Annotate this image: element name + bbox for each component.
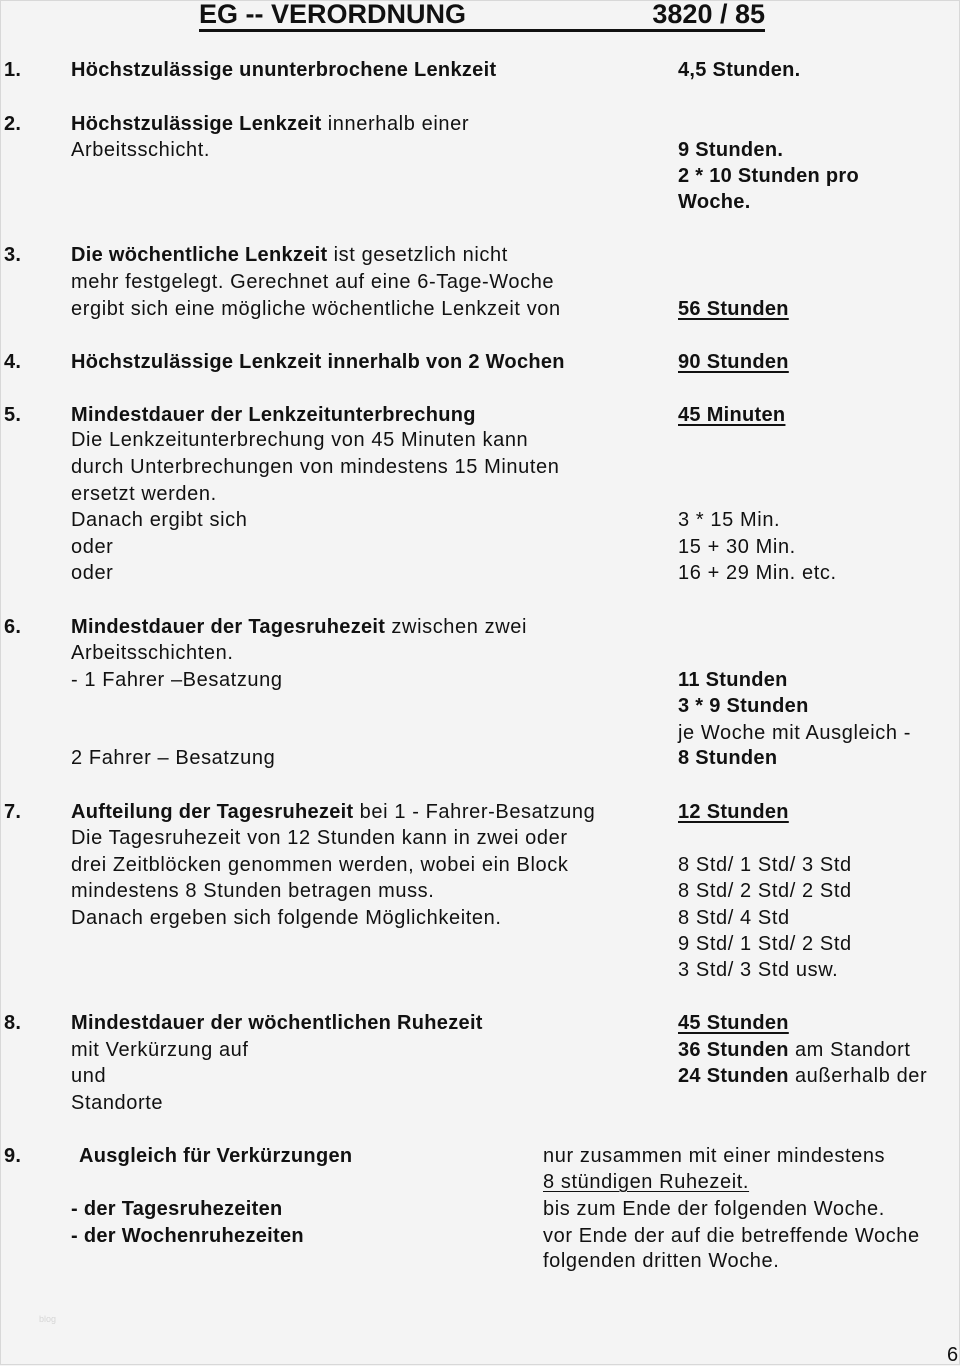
section-1-text: Höchstzulässige ununterbrochene Lenkzeit <box>71 59 497 81</box>
bold-text: Die wöchentliche Lenkzeit <box>71 244 328 266</box>
section-8-heading: Mindestdauer der wöchentlichen Ruhezeit <box>71 1012 483 1034</box>
section-number: 1. <box>4 59 22 81</box>
text: außerhalb der <box>788 1065 928 1087</box>
section-7-text: Danach ergeben sich folgende Möglichkeiten. <box>71 907 502 929</box>
section-number: 6. <box>4 616 22 638</box>
section-number: 8. <box>4 1012 22 1034</box>
section-9-item: - der Tagesruhezeiten <box>71 1198 283 1220</box>
watermark: blog <box>39 1314 57 1324</box>
section-9-text: bis zum Ende der folgenden Woche. <box>543 1198 885 1220</box>
section-3-text: mehr festgelegt. Gerechnet auf eine 6-Tage-Woche <box>71 271 555 293</box>
section-6-text <box>71 615 527 639</box>
section-5-text: oder <box>71 536 114 558</box>
section-3-text: ergibt sich eine mögliche wöchentliche Lenkzeit von <box>71 298 561 320</box>
section-8-text: und <box>71 1065 107 1087</box>
section-5-text: ersetzt werden. <box>71 483 217 505</box>
section-9-text: 8 stündigen Ruhezeit. <box>543 1171 750 1193</box>
section-9-heading: Ausgleich für Verkürzungen <box>79 1145 353 1167</box>
section-7-text: drei Zeitblöcken genommen werden, wobei ein Block <box>71 854 569 876</box>
section-2-value: 9 Stunden. <box>678 139 784 161</box>
section-6-value: 11 Stunden <box>678 669 788 691</box>
document-title <box>199 0 765 32</box>
text: ist gesetzlich nicht <box>327 244 508 266</box>
section-number: 4. <box>4 351 22 373</box>
section-6-value: je Woche mit Ausgleich - <box>678 722 912 744</box>
section-6-value: 3 * 9 Stunden <box>678 695 809 717</box>
section-6-value: 8 Stunden <box>678 747 778 769</box>
title-text: EG -- VERORDNUNG <box>199 0 467 29</box>
section-5-option: 3 * 15 Min. <box>678 509 781 531</box>
section-8-value <box>678 1038 911 1062</box>
section-2-value: Woche. <box>678 191 751 213</box>
section-5-value: 45 Minuten <box>678 404 786 426</box>
section-9-text: folgenden dritten Woche. <box>543 1250 780 1272</box>
section-7-text: mindestens 8 Stunden betragen muss. <box>71 880 435 902</box>
section-number: 9. <box>4 1145 22 1167</box>
text: zwischen zwei <box>385 616 528 638</box>
bold-text: 24 Stunden <box>678 1065 789 1087</box>
section-5-option: 15 + 30 Min. <box>678 536 796 558</box>
section-2-value: 2 * 10 Stunden pro <box>678 165 859 187</box>
section-9-text: vor Ende der auf die betreffende Woche <box>543 1225 920 1247</box>
section-7-option: 8 Std/ 2 Std/ 2 Std <box>678 880 852 902</box>
section-number: 5. <box>4 404 22 426</box>
section-8-text: Standorte <box>71 1092 164 1114</box>
section-7-option: 8 Std/ 4 Std <box>678 907 790 929</box>
section-7-text: Die Tagesruhezeit von 12 Stunden kann in zwei oder <box>71 827 568 849</box>
section-5-option: 16 + 29 Min. etc. <box>678 562 837 584</box>
section-5-text: durch Unterbrechungen von mindestens 15 Minuten <box>71 456 560 478</box>
text: innerhalb einer <box>321 113 470 135</box>
section-9-text: nur zusammen mit einer mindestens <box>543 1145 886 1167</box>
section-8-value: 45 Stunden <box>678 1012 789 1034</box>
title-number: 3820 / 85 <box>652 0 765 29</box>
bold-text: Mindestdauer der Tagesruhezeit <box>71 616 386 638</box>
section-1-value: 4,5 Stunden. <box>678 59 801 81</box>
section-number: 7. <box>4 801 22 823</box>
section-5-text: Die Lenkzeitunterbrechung von 45 Minuten kann <box>71 429 529 451</box>
page-number: 6 <box>947 1344 959 1366</box>
section-number: 2. <box>4 113 22 135</box>
text: bei 1 - Fahrer-Besatzung <box>353 801 596 823</box>
section-8-value <box>678 1064 927 1088</box>
bold-text: Höchstzulässige Lenkzeit <box>71 113 322 135</box>
section-5-heading: Mindestdauer der Lenkzeitunterbrechung <box>71 404 476 426</box>
section-number: 3. <box>4 244 22 266</box>
section-6-text: - 1 Fahrer –Besatzung <box>71 669 283 691</box>
bold-text: Aufteilung der Tagesruhezeit <box>71 801 354 823</box>
section-2-text: Arbeitsschicht. <box>71 139 211 161</box>
section-5-text: oder <box>71 562 114 584</box>
section-5-text: Danach ergibt sich <box>71 509 248 531</box>
section-4-value: 90 Stunden <box>678 351 789 373</box>
section-7-value: 12 Stunden <box>678 801 789 823</box>
text: am Standort <box>788 1039 911 1061</box>
section-7-option: 3 Std/ 3 Std usw. <box>678 959 839 981</box>
bold-text: 36 Stunden <box>678 1039 789 1061</box>
section-4-text: Höchstzulässige Lenkzeit innerhalb von 2 Wochen <box>71 351 565 373</box>
section-7-text <box>71 800 595 824</box>
section-7-option: 8 Std/ 1 Std/ 3 Std <box>678 854 852 876</box>
section-3-text <box>71 243 508 267</box>
section-6-text: Arbeitsschichten. <box>71 642 234 664</box>
section-3-value: 56 Stunden <box>678 298 789 320</box>
section-8-text: mit Verkürzung auf <box>71 1039 249 1061</box>
section-7-option: 9 Std/ 1 Std/ 2 Std <box>678 933 852 955</box>
section-6-text: 2 Fahrer – Besatzung <box>71 747 276 769</box>
section-9-item: - der Wochenruhezeiten <box>71 1225 304 1247</box>
section-2-text <box>71 112 469 136</box>
